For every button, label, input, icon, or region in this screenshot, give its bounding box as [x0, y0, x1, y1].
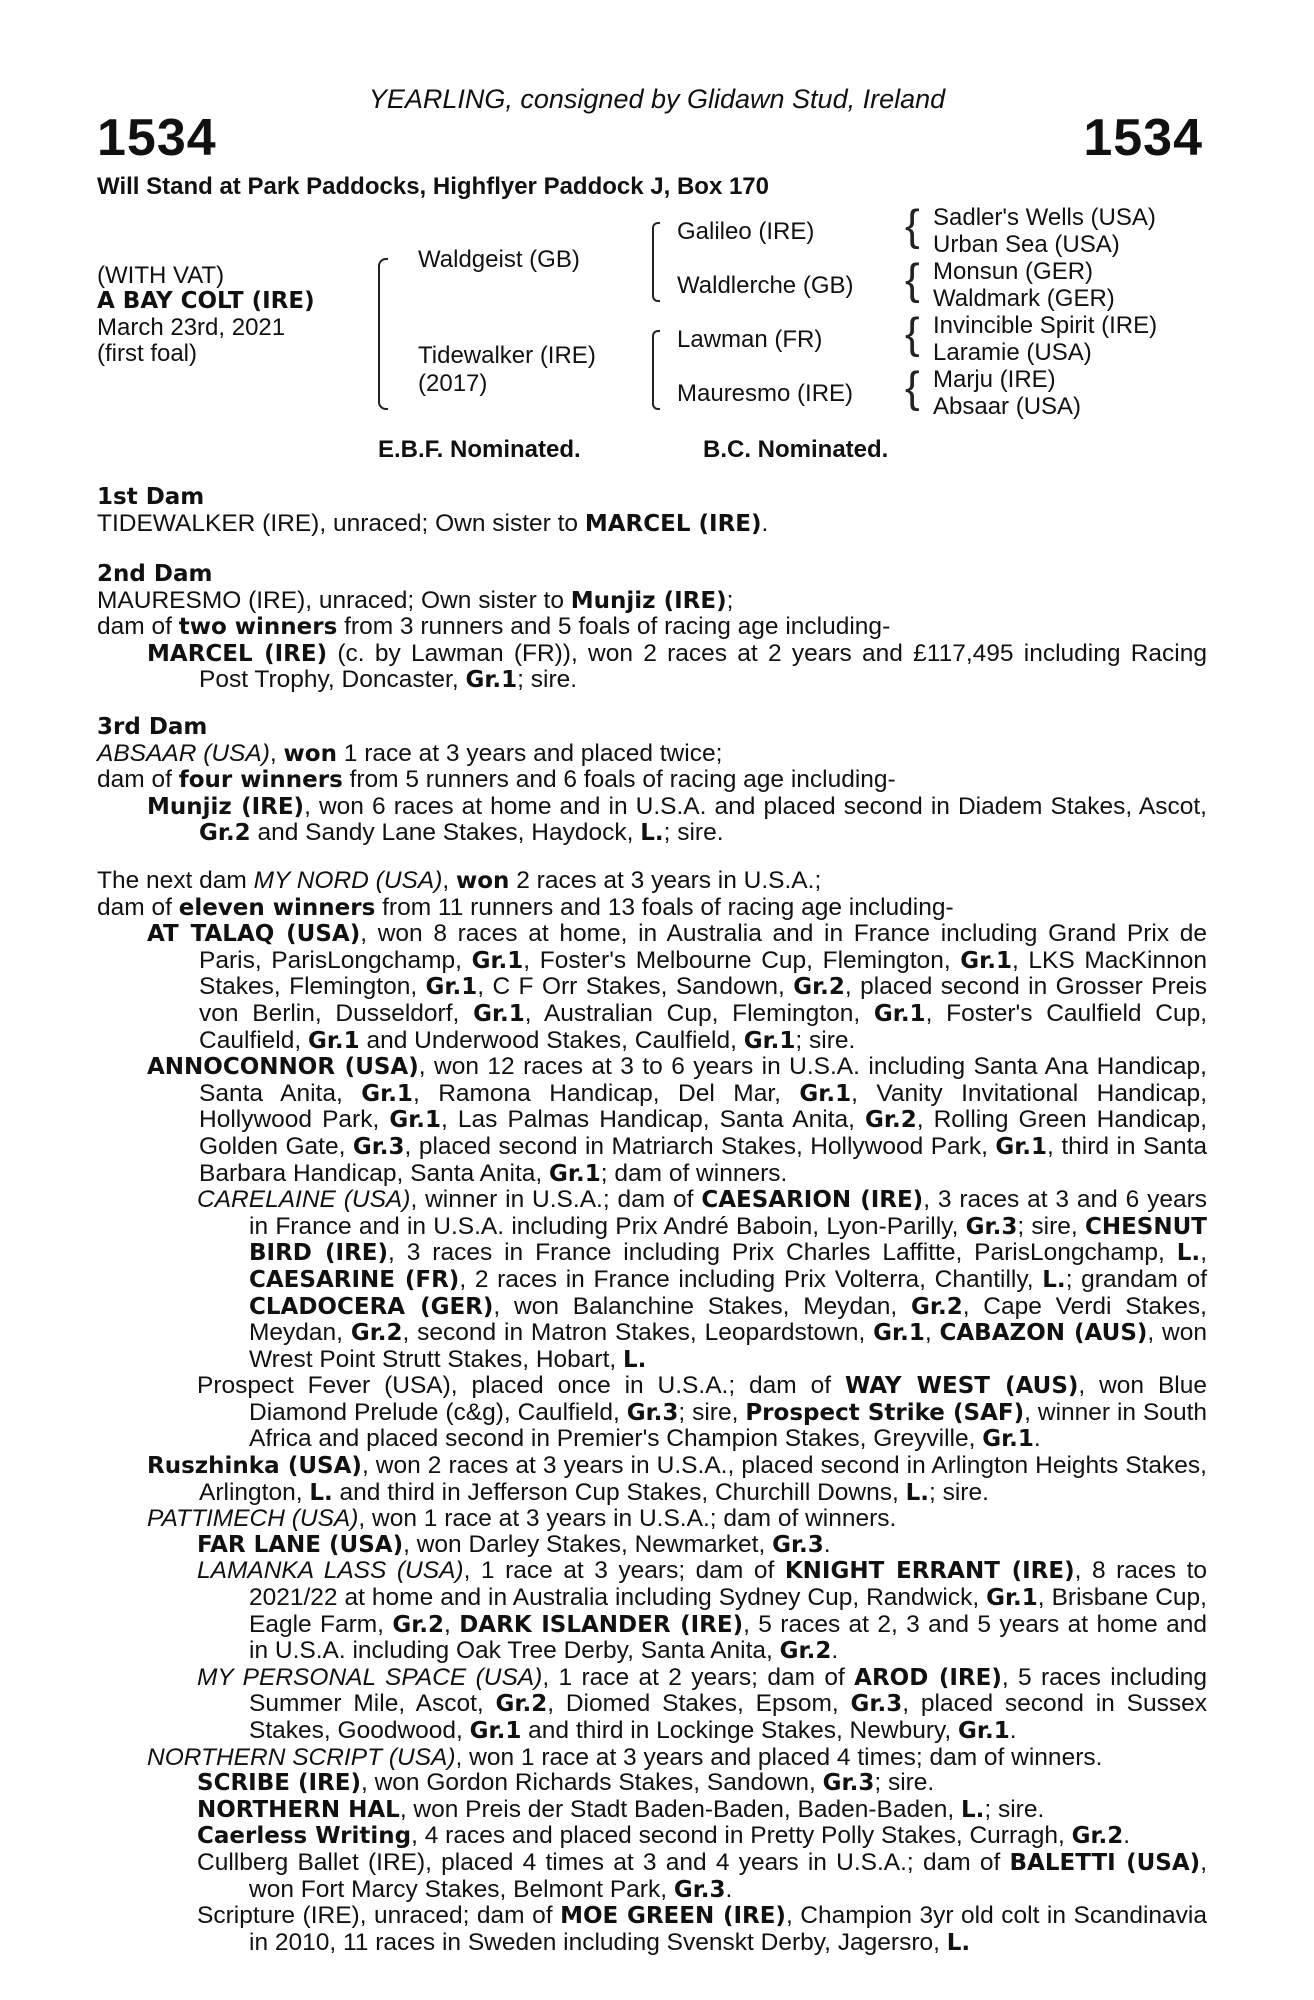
produce-entry: Munjiz (IRE), won 6 races at home and in U.S.A. and placed second in Diadem Stakes, Ascot, Gr.2 and Sandy Lane Stakes, Haydock, L.; sire.: [147, 792, 1207, 847]
second-dam-heading: 2nd Dam: [97, 561, 213, 587]
ebf-nominated: E.B.F. Nominated.: [378, 436, 581, 463]
vat-note: (WITH VAT): [97, 262, 225, 289]
dam-year: (2017): [418, 370, 488, 397]
produce-entry: PATTIMECH (USA), won 1 race at 3 years in U.S.A.; dam of winners.: [147, 1505, 897, 1533]
second-dam-line: MAURESMO (IRE), unraced; Own sister to Munjiz (IRE);: [97, 586, 734, 614]
dam-brace: [652, 330, 660, 410]
third-dam-line: ABSAAR (USA), won 1 race at 3 years and placed twice;: [97, 739, 723, 767]
second-dam-section: [97, 562, 1207, 694]
third-dam-produce: dam of four winners from 5 runners and 6 foals of racing age including-: [97, 766, 896, 794]
first-foal-note: (first foal): [97, 340, 198, 367]
brace-glyph: {: [905, 255, 920, 304]
horse-name: A BAY COLT (IRE): [97, 288, 315, 314]
produce-entry: Caerless Writing, 4 races and placed second in Pretty Polly Stakes, Curragh, Gr.2.: [197, 1822, 1131, 1850]
ggp-3: Monsun (GER): [933, 258, 1094, 285]
sire-name: Waldgeist (GB): [418, 246, 580, 273]
third-dam-heading: 3rd Dam: [97, 714, 208, 740]
pedigree-brace: [378, 258, 388, 410]
produce-entry: NORTHERN SCRIPT (USA), won 1 race at 3 years and placed 4 times; dam of winners.: [147, 1743, 1103, 1771]
consignment-line: YEARLING, consigned by Glidawn Stud, Ireland: [368, 84, 946, 114]
produce-entry: MY PERSONAL SPACE (USA), 1 race at 2 years; dam of AROD (IRE), 5 races including Summer Mile, Ascot, Gr.2, Diomed Stakes, Epsom, Gr.3, placed second in Sussex Stakes, Goodwood, Gr.1 and third in Lockinge Stakes, Newbury, Gr.1.: [197, 1663, 1207, 1744]
stand-location: Will Stand at Park Paddocks, Highflyer Paddock J, Box 170: [97, 173, 769, 200]
lot-number-right: 1534: [1083, 109, 1203, 167]
sire-dam: Waldlerche (GB): [677, 272, 854, 299]
next-dam-line: The next dam MY NORD (USA), won 2 races at 3 years in U.S.A.;: [97, 867, 822, 894]
produce-entry: CARELAINE (USA), winner in U.S.A.; dam of CAESARION (IRE), 3 races at 3 and 6 years in France and in U.S.A. including Prix André Baboin, Lyon-Parilly, Gr.3; sire, CHESNUT BIRD (IRE), 3 races in France including Prix Charles Laffitte, ParisLongchamp, L., CAESARINE (FR), 2 races in France including Prix Volterra, Chantilly, L.; grandam of CLADOCERA (GER), won Balanchine Stakes, Meydan, Gr.2, Cape Verdi Stakes, Meydan, Gr.2, second in Matron Stakes, Leopardstown, Gr.1, CABAZON (AUS), won Wrest Point Strutt Stakes, Hobart, L.: [197, 1186, 1208, 1373]
ggp-6: Laramie (USA): [933, 339, 1092, 366]
ggp-5: Invincible Spirit (IRE): [933, 312, 1158, 339]
sire-brace: [652, 222, 660, 302]
produce-entry: Prospect Fever (USA), placed once in U.S.A.; dam of WAY WEST (AUS), won Blue Diamond Prelude (c&g), Caulfield, Gr.3; sire, Prospect Strike (SAF), winner in South Africa and placed second in Premier's Champion Stakes, Greyville, Gr.1.: [197, 1372, 1207, 1453]
third-dam-section: [97, 715, 1207, 847]
next-dam-section: [97, 868, 1207, 1956]
ggp-1: Sadler's Wells (USA): [933, 204, 1156, 231]
produce-entry: AT TALAQ (USA), won 8 races at home, in Australia and in France including Grand Prix de Paris, ParisLongchamp, Gr.1, Foster's Melbourne Cup, Flemington, Gr.1, LKS MacKinnon Stakes, Flemington, Gr.1, C F Orr Stakes, Sandown, Gr.2, placed second in Grosser Preis von Berlin, Dusseldorf, Gr.1, Australian Cup, Flemington, Gr.1, Foster's Caulfield Cup, Caulfield, Gr.1 and Underwood Stakes, Caulfield, Gr.1; sire.: [147, 920, 1208, 1054]
produce-entry: Scripture (IRE), unraced; dam of MOE GREEN (IRE), Champion 3yr old colt in Scandinavia in 2010, 11 races in Sweden including Svenskt Derby, Jagersro, L.: [197, 1902, 1207, 1956]
dam-dam: Mauresmo (IRE): [677, 380, 854, 407]
produce-entry: FAR LANE (USA), won Darley Stakes, Newmarket, Gr.3.: [197, 1530, 831, 1558]
second-dam-produce: dam of two winners from 3 runners and 5 foals of racing age including-: [97, 613, 891, 641]
dam-name: Tidewalker (IRE): [418, 342, 596, 369]
brace-glyph: {: [905, 309, 920, 358]
brace-glyph: {: [905, 363, 920, 412]
first-dam-text: TIDEWALKER (IRE), unraced; Own sister to MARCEL (IRE).: [97, 509, 769, 537]
lot-number-left: 1534: [97, 109, 217, 167]
produce-entry: Ruszhinka (USA), won 2 races at 3 years in U.S.A., placed second in Arlington Heights Stakes, Arlington, L. and third in Jefferson Cup Stakes, Churchill Downs, L.; sire.: [147, 1452, 1207, 1506]
first-dam-heading: 1st Dam: [97, 484, 205, 510]
ggp-7: Marju (IRE): [933, 366, 1056, 393]
ggp-8: Absaar (USA): [933, 393, 1082, 420]
ggp-2: Urban Sea (USA): [933, 231, 1120, 258]
dam-sire: Lawman (FR): [677, 326, 823, 353]
produce-entry: SCRIBE (IRE), won Gordon Richards Stakes, Sandown, Gr.3; sire.: [197, 1769, 935, 1797]
sire-sire: Galileo (IRE): [677, 218, 815, 245]
brace-glyph: {: [905, 201, 920, 250]
produce-entry: LAMANKA LASS (USA), 1 race at 3 years; dam of KNIGHT ERRANT (IRE), 8 races to 2021/22 at home and in Australia including Sydney Cup, Randwick, Gr.1, Brisbane Cup, Eagle Farm, Gr.2, DARK ISLANDER (IRE), 5 races at 2, 3 and 5 years at home and in U.S.A. including Oak Tree Derby, Santa Anita, Gr.2.: [197, 1557, 1207, 1665]
foaling-date: March 23rd, 2021: [97, 314, 286, 341]
produce-entry: ANNOCONNOR (USA), won 12 races at 3 to 6 years in U.S.A. including Santa Ana Handicap, Santa Anita, Gr.1, Ramona Handicap, Del Mar, Gr.1, Vanity Invitational Handicap, Hollywood Park, Gr.1, Las Palmas Handicap, Santa Anita, Gr.2, Rolling Green Handicap, Golden Gate, Gr.3, placed second in Matriarch Stakes, Hollywood Park, Gr.1, third in Santa Barbara Handicap, Santa Anita, Gr.1; dam of winners.: [147, 1053, 1207, 1187]
ggp-4: Waldmark (GER): [933, 285, 1115, 312]
first-dam-section: [97, 485, 1207, 537]
produce-entry: NORTHERN HAL, won Preis der Stadt Baden-Baden, Baden-Baden, L.; sire.: [197, 1795, 1045, 1823]
next-dam-produce: dam of eleven winners from 11 runners and 13 foals of racing age including-: [97, 893, 954, 921]
produce-entry: MARCEL (IRE) (c. by Lawman (FR)), won 2 races at 2 years and £117,495 including Racing Post Trophy, Doncaster, Gr.1; sire.: [147, 639, 1207, 694]
bc-nominated: B.C. Nominated.: [703, 436, 889, 463]
produce-entry: Cullberg Ballet (IRE), placed 4 times at 3 and 4 years in U.S.A.; dam of BALETTI (USA), won Fort Marcy Stakes, Belmont Park, Gr.3.: [197, 1848, 1207, 1903]
